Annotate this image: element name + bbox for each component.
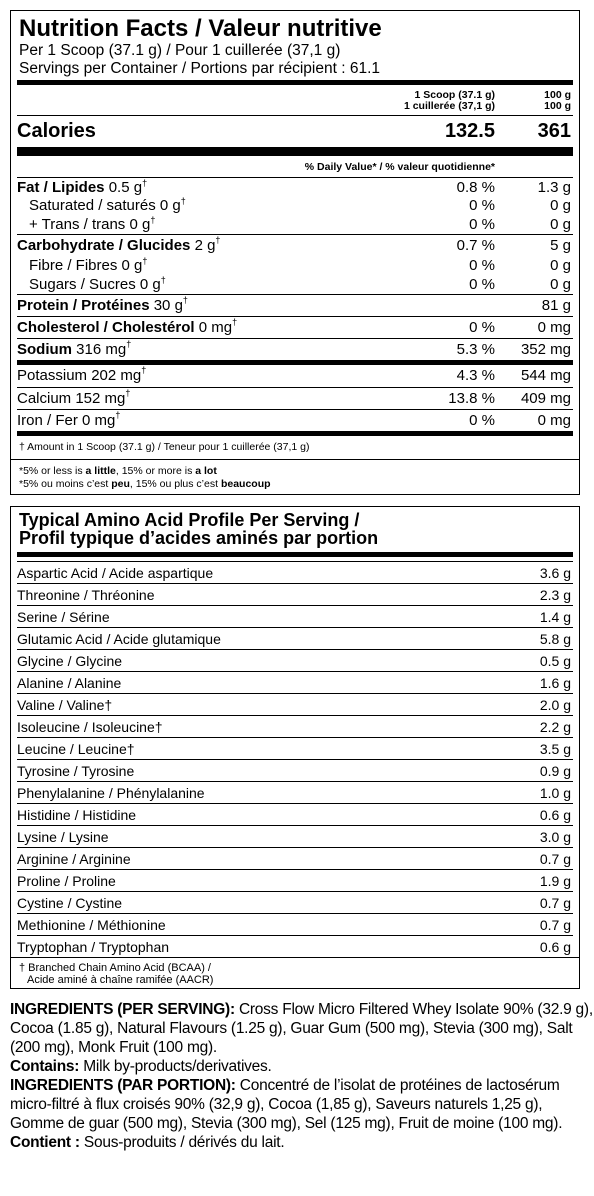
amino-acid-value: 0.7 g [539, 895, 571, 911]
nutrient-amount: 0.5 g [108, 179, 143, 196]
nutrient-row-carbohydrate [17, 234, 573, 256]
nutrient-amount: 2 g [194, 237, 216, 254]
dagger-mark: † [115, 410, 121, 420]
nutrient-row-sodium [17, 338, 573, 360]
nutrient-per-100g: 5 g [550, 237, 571, 254]
nutrient-daily-value: 4.3 % [456, 367, 495, 384]
dagger-mark: † [141, 365, 147, 375]
dagger-mark: † [232, 317, 238, 327]
nutrient-daily-value: 13.8 % [448, 390, 495, 407]
dagger-mark: † [215, 235, 221, 245]
amino-acid-name: Leucine / Leucine† [17, 741, 135, 757]
nutrient-label: Potassium 202 mg [17, 367, 142, 384]
amino-acid-value: 1.9 g [539, 873, 571, 889]
amino-acid-row [17, 759, 573, 781]
amino-acid-value: 3.5 g [539, 741, 571, 757]
amino-acid-row [17, 627, 573, 649]
ingredients-fr-label: INGREDIENTS (PAR PORTION): [10, 1077, 236, 1094]
nutrient-per-100g: 409 mg [520, 390, 571, 407]
daily-value-footnote-fr: *5% ou moins c’est peu, 15% ou plus c’est beaucoup [19, 478, 271, 490]
nutrient-daily-value: 0.8 % [456, 179, 495, 196]
amino-acid-value: 3.0 g [539, 829, 571, 845]
amino-acid-value: 0.6 g [539, 807, 571, 823]
amino-acid-row [17, 715, 573, 737]
nutrient-per-100g: 0 mg [537, 412, 571, 429]
nutrition-facts-title: Nutrition Facts / Valeur nutritive [19, 15, 382, 42]
amino-acid-profile-panel [10, 506, 580, 989]
ingredients-fr: INGREDIENTS (PAR PORTION): Concentré de l’isolat de protéines de lactosérum micro-filtré à flux croisés 90% (32,9 g), Cocoa (1,85 g), Saveurs naturels 1,25 g), Gomme de guar (500 mg), Stevia (300 mg), Sel (125 mg), Fruit de moine (100 mg). Contient : Sous-produits / dérivés du lait. [10, 1077, 563, 1151]
nutrient-amount: 30 g [153, 297, 183, 314]
ingredients-en: INGREDIENTS (PER SERVING): Cross Flow Micro Filtered Whey Isolate 90% (32.9 g), Cocoa (1.85 g), Natural Flavours (1.25 g), Guar Gum (500 mg), Stevia (300 mg), Salt (200 mg), Monk Fruit (100 mg). Contains: Milk by-products/derivatives. [10, 1001, 593, 1075]
nutrient-row-trans [17, 215, 573, 234]
nutrient-per-100g: 0 g [550, 257, 571, 274]
calories-per-serving: 132.5 [444, 120, 495, 142]
nutrient-per-100g: 81 g [541, 297, 571, 314]
calories-per-100g: 361 [537, 120, 571, 142]
dagger-mark: † [126, 339, 132, 349]
thick-divider [17, 552, 573, 557]
amino-acid-row [17, 605, 573, 627]
contient-label: Contient : [10, 1134, 80, 1151]
amino-acid-row [17, 935, 573, 957]
amino-acid-name: Methionine / Méthionine [17, 917, 166, 933]
nutrient-daily-value: 0 % [469, 319, 495, 336]
daily-value-footnote [11, 459, 579, 496]
nutrient-row-iron [17, 409, 573, 431]
nutrient-label: Carbohydrate / Glucides [17, 237, 191, 254]
amino-acid-value: 0.5 g [539, 653, 571, 669]
dagger-mark: † [160, 275, 166, 285]
amino-acid-row [17, 693, 573, 715]
nutrient-per-100g: 1.3 g [537, 179, 571, 196]
amino-acid-value: 2.0 g [539, 697, 571, 713]
amino-acid-row [17, 781, 573, 803]
nutrient-label: Calcium 152 mg [17, 390, 126, 407]
amino-acid-value: 0.6 g [539, 939, 571, 955]
amino-acid-name: Arginine / Arginine [17, 851, 131, 867]
nutrient-row-sugars [17, 275, 573, 294]
amino-acid-row [17, 671, 573, 693]
nutrient-daily-value: 0 % [469, 216, 495, 233]
nutrient-per-100g: 0 g [550, 216, 571, 233]
amino-acid-name: Alanine / Alanine [17, 675, 122, 691]
amino-acid-row [17, 825, 573, 847]
daily-value-header: % Daily Value* / % valeur quotidienne* [17, 155, 573, 177]
amino-acid-row [17, 583, 573, 605]
nutrient-daily-value: 0 % [469, 412, 495, 429]
nutrient-label: Fibre / Fibres 0 g [29, 257, 143, 274]
nutrient-row-saturated [17, 196, 573, 215]
amino-acid-name: Glycine / Glycine [17, 653, 123, 669]
amino-acid-name: Phenylalanine / Phénylalanine [17, 785, 205, 801]
amino-acid-value: 1.0 g [539, 785, 571, 801]
nutrient-daily-value: 0.7 % [456, 237, 495, 254]
amino-acid-name: Tyrosine / Tyrosine [17, 763, 135, 779]
bcaa-footnote: † Branched Chain Amino Acid (BCAA) / Acide aminé à chaîne ramifée (AACR) [11, 957, 579, 990]
amino-acid-value: 3.6 g [539, 565, 571, 581]
nutrient-amount: 316 mg [76, 341, 127, 358]
nutrient-per-100g: 0 g [550, 197, 571, 214]
nutrient-amount: 0 mg [198, 319, 233, 336]
nutrient-row-fibre [17, 256, 573, 275]
nutrition-facts-panel [10, 10, 580, 495]
amino-acid-name: Histidine / Histidine [17, 807, 137, 823]
nutrient-per-100g: 544 mg [520, 367, 571, 384]
amino-acid-row [17, 891, 573, 913]
amino-acid-name: Serine / Sérine [17, 609, 110, 625]
nutrient-daily-value: 0 % [469, 257, 495, 274]
amino-acid-value: 2.2 g [539, 719, 571, 735]
nutrient-label: Protein / Protéines [17, 297, 150, 314]
amino-acid-name: Aspartic Acid / Acide aspartique [17, 565, 214, 581]
calories-label: Calories [17, 120, 96, 142]
nutrient-per-100g: 0 mg [537, 319, 571, 336]
ingredients-en-label: INGREDIENTS (PER SERVING): [10, 1001, 235, 1018]
nutrient-label: + Trans / trans 0 g [29, 216, 151, 233]
amino-acid-value: 0.9 g [539, 763, 571, 779]
amino-acid-name: Proline / Proline [17, 873, 116, 889]
nutrient-label: Fat / Lipides [17, 179, 105, 196]
nutrient-label: Sugars / Sucres 0 g [29, 276, 161, 293]
per-100g-column-header: 100 g 100 g [544, 89, 571, 112]
dagger-mark: † [150, 215, 156, 225]
amount-footnote: † Amount in 1 Scoop (37.1 g) / Teneur pour 1 cuillerée (37,1 g) [19, 441, 310, 453]
amino-acid-name: Glutamic Acid / Acide glutamique [17, 631, 221, 647]
amino-acid-row [17, 561, 573, 583]
per-serving-column-header: 1 Scoop (37.1 g) 1 cuillerée (37,1 g) [403, 89, 495, 112]
amino-acid-row [17, 737, 573, 759]
serving-size: Per 1 Scoop (37.1 g) / Pour 1 cuillerée (37,1 g) [19, 42, 341, 59]
amino-acid-value: 5.8 g [539, 631, 571, 647]
dagger-mark: † [142, 178, 148, 188]
nutrient-daily-value: 0 % [469, 197, 495, 214]
nutrient-label: Cholesterol / Cholestérol [17, 319, 195, 336]
nutrient-row-potassium [17, 365, 573, 387]
nutrient-row-fat [17, 177, 573, 196]
nutrient-daily-value: 0 % [469, 276, 495, 293]
amino-acid-row [17, 847, 573, 869]
amino-acid-name: Isoleucine / Isoleucine† [17, 719, 163, 735]
amino-acid-row [17, 869, 573, 891]
calories-row [17, 116, 573, 147]
daily-value-footnote-en: *5% or less is a little, 15% or more is a lot [19, 465, 217, 477]
dagger-mark: † [180, 196, 186, 206]
amino-acid-name: Tryptophan / Tryptophan [17, 939, 170, 955]
ingredients-section [10, 1000, 593, 1152]
nutrient-label: Saturated / saturés 0 g [29, 197, 181, 214]
dagger-mark: † [182, 295, 188, 305]
servings-per-container: Servings per Container / Portions par récipient : 61.1 [19, 60, 380, 77]
amino-acid-name: Threonine / Thréonine [17, 587, 155, 603]
amino-acid-value: 2.3 g [539, 587, 571, 603]
dagger-mark: † [142, 256, 148, 266]
contains-label: Contains: [10, 1058, 80, 1075]
nutrient-label: Iron / Fer 0 mg [17, 412, 116, 429]
amino-acid-row [17, 649, 573, 671]
amino-acid-value: 1.6 g [539, 675, 571, 691]
amino-profile-title: Typical Amino Acid Profile Per Serving / Profil typique d’acides aminés par portion [19, 510, 379, 548]
amino-acid-table [17, 561, 573, 957]
amino-acid-value: 1.4 g [539, 609, 571, 625]
amino-acid-name: Valine / Valine† [17, 697, 113, 713]
nutrient-row-cholesterol [17, 316, 573, 338]
nutrient-row-protein [17, 294, 573, 316]
amino-acid-row [17, 803, 573, 825]
column-header-row [17, 85, 573, 116]
amino-acid-value: 0.7 g [539, 851, 571, 867]
nutrient-label: Sodium [17, 341, 72, 358]
amino-acid-value: 0.7 g [539, 917, 571, 933]
dagger-mark: † [125, 388, 131, 398]
amino-acid-name: Lysine / Lysine [17, 829, 109, 845]
nutrient-per-100g: 352 mg [520, 341, 571, 358]
thick-divider [17, 147, 573, 155]
nutrient-per-100g: 0 g [550, 276, 571, 293]
amino-acid-row [17, 913, 573, 935]
nutrient-daily-value: 5.3 % [456, 341, 495, 358]
amino-acid-name: Cystine / Cystine [17, 895, 123, 911]
nutrient-row-calcium [17, 387, 573, 409]
